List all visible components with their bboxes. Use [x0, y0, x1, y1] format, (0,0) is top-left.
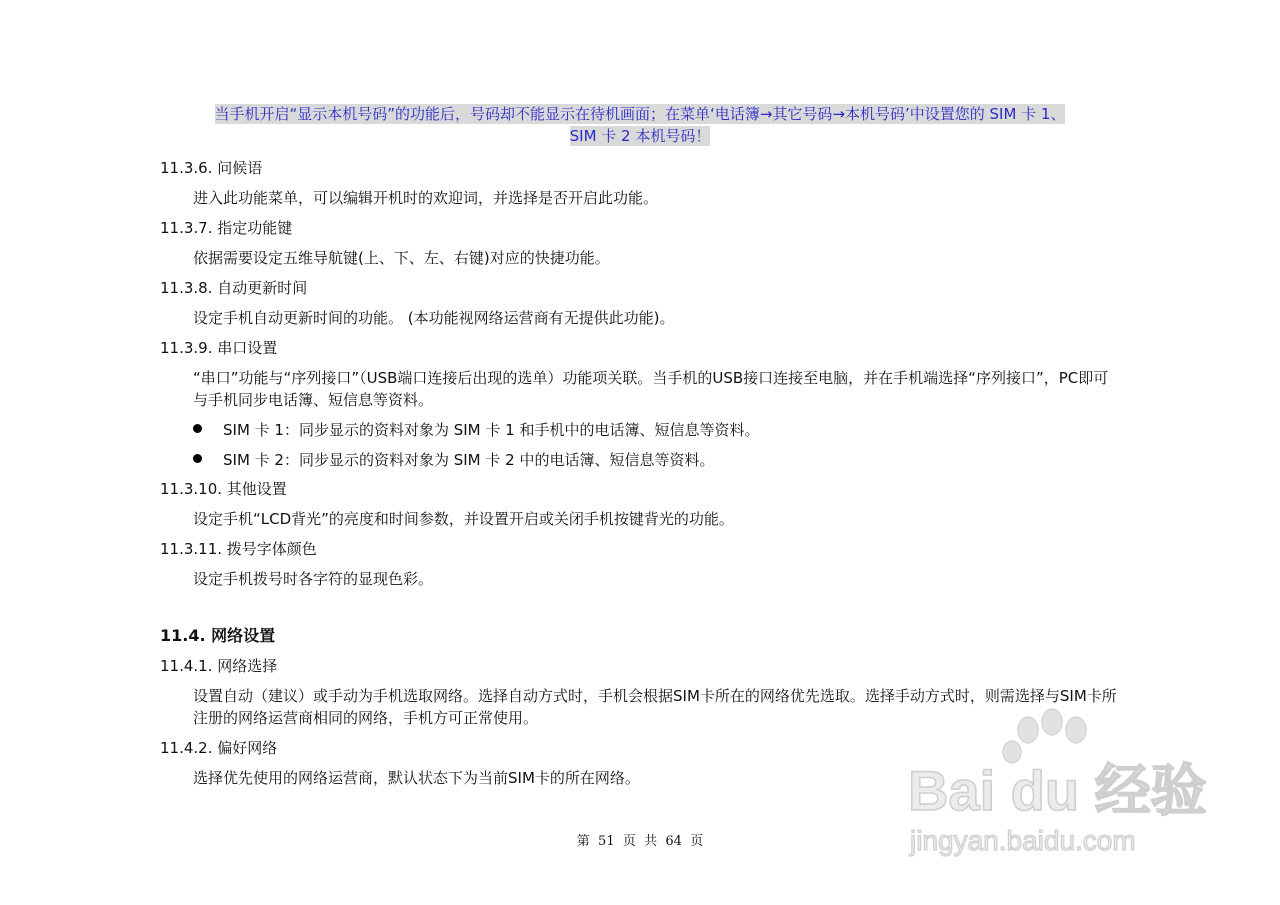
para-11-4-1: 设置自动（建议）或手动为手机选取网络。选择自动方式时，手机会根据SIM卡所在的网络优先选取。选择手动方式时，则需选择与SIM卡所注册的网络运营商相同的网络，手机方可正常使用。 [193, 687, 1117, 727]
para-11-4-2: 选择优先使用的网络运营商，默认状态下为当前SIM卡的所在网络。 [193, 769, 640, 787]
para-11-3-6: 进入此功能菜单，可以编辑开机时的欢迎词，并选择是否开启此功能。 [193, 189, 659, 207]
heading-11-4: 11.4. 网络设置 [160, 626, 276, 645]
para-11-3-8: 设定手机自动更新时间的功能。 (本功能视网络运营商有无提供此功能)。 [193, 309, 675, 327]
heading-11-3-9: 11.3.9. 串口设置 [160, 339, 278, 357]
para-11-3-10: 设定手机“LCD背光”的亮度和时间参数，并设置开启或关闭手机按键背光的功能。 [193, 510, 734, 528]
heading-11-3-10: 11.3.10. 其他设置 [160, 480, 287, 498]
para-11-3-9: “串口”功能与“序列接口”（USB端口连接后出现的选单）功能项关联。当手机的USB接口连接至电脑，并在手机端选择“序列接口”，PC即可与手机同步电话簿、短信息等资料。 [193, 369, 1109, 409]
heading-11-3-11: 11.3.11. 拨号字体颜色 [160, 540, 317, 558]
watermark-brand: Bai du 经验 [908, 759, 1207, 822]
bullet-text: SIM 卡 1：同步显示的资料对象为 SIM 卡 1 和手机中的电话簿、短信息等资料。 [223, 421, 760, 439]
heading-11-3-8: 11.3.8. 自动更新时间 [160, 279, 308, 297]
baidu-jingyan-watermark [900, 700, 1220, 860]
bullet-icon [193, 424, 202, 433]
heading-11-3-7: 11.3.7. 指定功能键 [160, 219, 293, 237]
bullet-text: SIM 卡 2：同步显示的资料对象为 SIM 卡 2 中的电话簿、短信息等资料。 [223, 451, 715, 469]
bullet-item-sim2 [193, 449, 1123, 471]
note-line-2: SIM 卡 2 本机号码！ [569, 127, 711, 145]
para-11-3-11: 设定手机拨号时各字符的显现色彩。 [193, 570, 434, 588]
bullet-icon [193, 454, 202, 463]
watermark-url: jingyan.baidu.com [910, 825, 1136, 856]
heading-11-3-6: 11.3.6. 问候语 [160, 159, 263, 177]
note-line-1: 当手机开启“显示本机号码”的功能后，号码却不能显示在待机画面；在菜单‘电话簿→其它号码→本机号码’中设置您的 SIM 卡 1、 [214, 105, 1066, 123]
bullet-item-sim1 [193, 419, 1123, 441]
para-11-3-7: 依据需要设定五维导航键(上、下、左、右键)对应的快捷功能。 [193, 249, 610, 267]
page-footer: 第 51 页 共 64 页 [576, 834, 704, 849]
highlighted-note [160, 103, 1120, 147]
heading-11-4-1: 11.4.1. 网络选择 [160, 657, 278, 675]
heading-11-4-2: 11.4.2. 偏好网络 [160, 739, 278, 757]
